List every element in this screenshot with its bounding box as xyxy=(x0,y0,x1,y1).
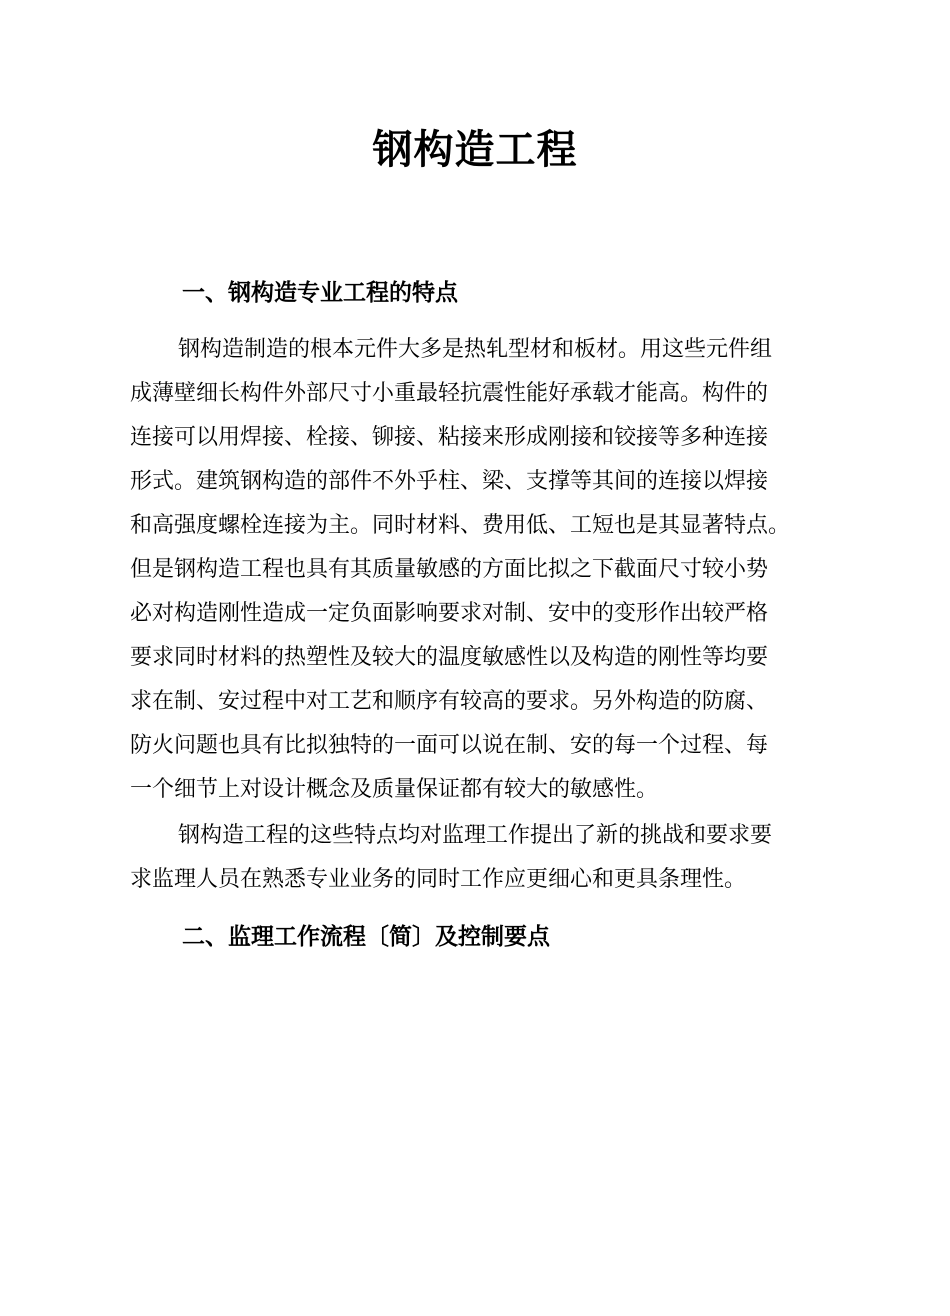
section-heading-1: 一、钢构造专业工程的特点 xyxy=(182,280,458,306)
paragraph-line: 求在制、安过程中对工艺和顺序有较高的要求。另外构造的防腐、 xyxy=(130,689,769,714)
paragraph-line: 连接可以用焊接、栓接、铆接、粘接来形成刚接和铰接等多种连接 xyxy=(130,425,769,450)
paragraph-line: 求监理人员在熟悉专业业务的同时工作应更细心和更具条理性。 xyxy=(130,867,747,892)
paragraph-line: 必对构造刚性造成一定负面影响要求对制、安中的变形作出较严格 xyxy=(130,601,769,626)
paragraph-line: 但是钢构造工程也具有其质量敏感的方面比拟之下截面尺寸较小势 xyxy=(130,557,769,582)
section-1-paragraph-2 xyxy=(130,814,850,902)
paragraph-line: 要求同时材料的热塑性及较大的温度敏感性以及构造的刚性等均要 xyxy=(130,645,769,670)
paragraph-line: 成薄壁细长构件外部尺寸小重最轻抗震性能好承载才能高。构件的 xyxy=(130,381,769,406)
paragraph-line: 防火问题也具有比拟独特的一面可以说在制、安的每一个过程、每 xyxy=(130,733,769,758)
paragraph-line: 钢构造制造的根本元件大多是热轧型材和板材。用这些元件组 xyxy=(178,337,773,362)
paragraph-line: 钢构造工程的这些特点均对监理工作提出了新的挑战和要求要 xyxy=(178,823,773,848)
section-1-paragraph-1 xyxy=(130,328,850,812)
paragraph-line: 形式。建筑钢构造的部件不外乎柱、梁、支撑等其间的连接以焊接 xyxy=(130,469,769,494)
paragraph-line: 一个细节上对设计概念及质量保证都有较大的敏感性。 xyxy=(130,777,659,802)
document-title: 钢构造工程 xyxy=(372,127,578,173)
section-heading-2: 二、监理工作流程〔简〕及控制要点 xyxy=(182,924,550,950)
paragraph-line: 和高强度螺栓连接为主。同时材料、费用低、工短也是其显著特点。 xyxy=(130,513,791,538)
